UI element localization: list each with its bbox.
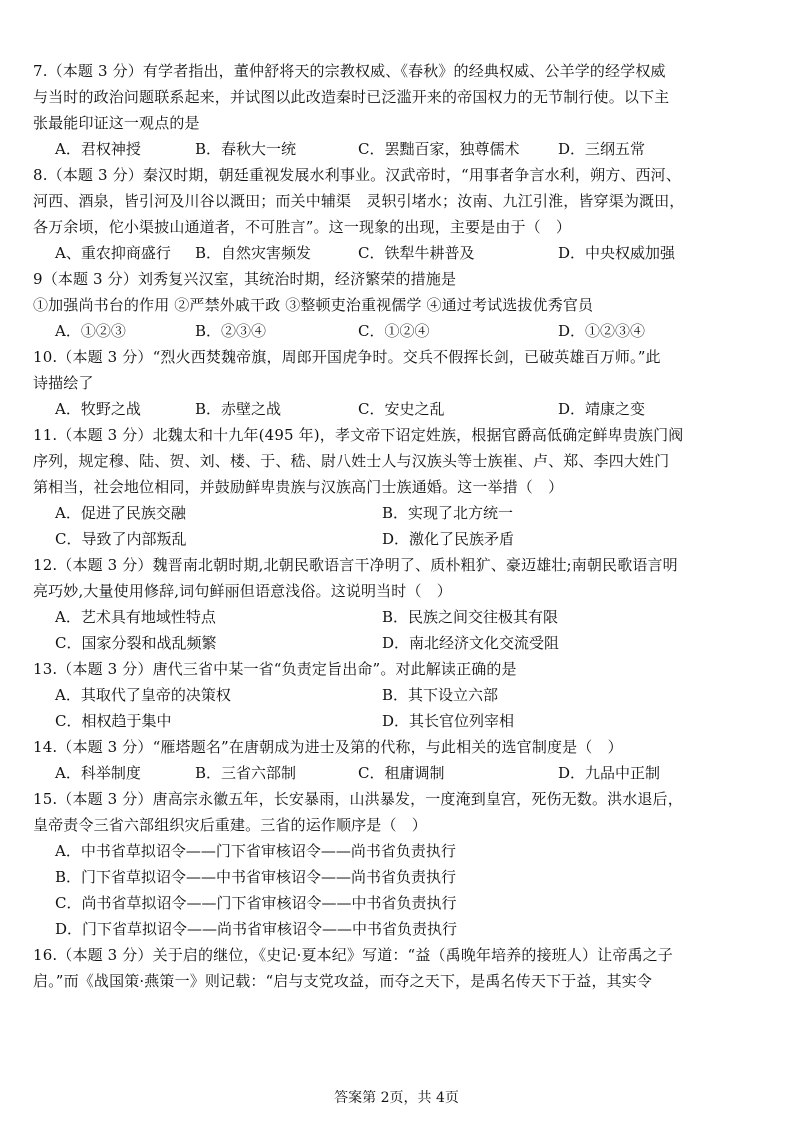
options-row [33,708,763,734]
option-b: B．赤壁之战 [195,400,282,418]
question-text-line: 10.（本题 3 分）“烈火西焚魏帝旗，周郎开国虎争时。交兵不假挥长剑，已破英雄百万师。”此 [33,348,661,366]
option-b: B．其下设立六部 [382,686,499,704]
option-d: D．靖康之变 [558,400,646,418]
option-d: D．其长官位列宰相 [382,712,515,730]
options-row [33,396,763,422]
option-b: B．自然灾害频发 [195,244,312,262]
question-text-line: 张最能印证这一观点的是 [33,114,200,132]
question-text-line: 与当时的政治问题联系起来，并试图以此改造秦时已泛滥开来的帝国权力的无节制行使。以下主 [33,88,670,106]
options-row [33,526,763,552]
option-b: B．实现了北方统一 [382,504,514,522]
question-14 [33,734,763,786]
question-text-line: 15.（本题 3 分）唐高宗永徽五年，长安暴雨，山洪暴发，一度淹到皇宫，死伤无数。洪水退后， [33,790,683,808]
page-footer: 答案第 2页，共 4页 [334,1090,459,1106]
option-a: A．其取代了皇帝的决策权 [55,686,231,704]
question-text-line: 启。”而《战国策·燕策一》则记载：“启与支党攻益，而夺之天下，是禹名传天下于益，其实令 [33,972,653,990]
option-d: D．南北经济文化交流受阻 [382,634,560,652]
option-b: B．门下省草拟诏令——中书省审核诏令——尚书省负责执行 [55,868,457,886]
question-text-line: ①加强尚书台的作用 ②严禁外戚干政 ③整顿吏治重视儒学 ④通过考试选拔优秀官员 [33,296,594,314]
option-c: C．①②④ [358,322,430,340]
option-b: B．②③④ [195,322,267,340]
question-text-line: 序列，规定穆、陆、贺、刘、楼、于、嵇、尉八姓士人与汉族头等士族崔、卢、郑、李四大姓门 [33,452,670,470]
option-a: A．牧野之战 [55,400,141,418]
option-b: B．春秋大一统 [195,140,297,158]
options-row [33,500,763,526]
option-a: A．君权神授 [55,140,141,158]
question-text-line: 9（本题 3 分）刘秀复兴汉室，其统治时期，经济繁荣的措施是 [33,270,457,288]
question-text-line: 8.（本题 3 分）秦汉时期，朝廷重视发展水利事业。汉武帝时，“用事者争言水利，朔方、西河、 [33,166,681,184]
question-7 [33,58,763,162]
option-c: C．铁犁牛耕普及 [358,244,475,262]
option-c: C．租庸调制 [358,764,445,782]
options-row [33,136,763,162]
question-text-line: 16.（本题 3 分）关于启的继位，《史记·夏本纪》写道：“益（禹晚年培养的接班人）让帝禹之子 [33,946,673,964]
question-text-line: 12.（本题 3 分）魏晋南北朝时期,北朝民歌语言干净明了、质朴粗犷、豪迈雄壮;南朝民歌语言明 [33,556,678,574]
question-text-line: 第相当，社会地位相同，并鼓励鲜卑贵族与汉族高门士族通婚。这一举措（ ） [33,478,564,496]
option-c: C．尚书省草拟诏令——门下省审核诏令——中书省负责执行 [55,894,457,912]
question-11 [33,422,763,552]
option-c: C．相权趋于集中 [55,712,172,730]
option-c: C．罢黜百家，独尊儒术 [358,140,520,158]
option-b: B．民族之间交往极其有限 [382,608,559,626]
question-text-line: 13.（本题 3 分）唐代三省中某一省“负责定旨出命”。对此解读正确的是 [33,660,517,678]
question-9 [33,266,763,344]
options-row [33,682,763,708]
options-row [33,240,763,266]
question-list [33,58,763,994]
question-text-line: 皇帝责令三省六部组织灾后重建。三省的运作顺序是（ ） [33,816,427,834]
question-text-line: 亮巧妙,大量使用修辞,词句鲜丽但语意浅俗。这说明当时（ ） [33,582,452,600]
option-a: A．艺术具有地域性特点 [55,608,216,626]
option-a: A．促进了民族交融 [55,504,186,522]
question-15 [33,786,763,942]
option-a: A、重农抑商盛行 [55,244,171,262]
question-8 [33,162,763,266]
option-d: D．激化了民族矛盾 [382,530,515,548]
options-row [33,318,763,344]
question-12 [33,552,763,656]
option-d: D．中央权威加强 [558,244,676,262]
question-16 [33,942,763,994]
question-text-line: 7.（本题 3 分）有学者指出，董仲舒将天的宗教权威、《春秋》的经典权威、公羊学的经学权威 [33,62,666,80]
option-d: D．①②③④ [558,322,646,340]
question-text-line: 诗描绘了 [33,374,94,392]
option-a: A．科举制度 [55,764,141,782]
options-row [33,760,763,786]
option-d: D．三纲五常 [558,140,646,158]
question-text-line: 河西、酒泉，皆引河及川谷以溉田；而关中辅渠 灵轵引堵水；汝南、九江引淮，皆穿渠为溉田， [33,192,685,210]
option-a: A．①②③ [55,322,126,340]
question-13 [33,656,763,734]
question-10 [33,344,763,422]
option-b: B．三省六部制 [195,764,297,782]
question-text-line: 11.（本题 3 分）北魏太和十九年(495 年)，孝文帝下诏定姓族，根据官爵高低确定鲜卑贵族门阀 [33,426,684,444]
question-text-line: 14.（本题 3 分）“雁塔题名”在唐朝成为进士及第的代称，与此相关的选官制度是（ ） [33,738,623,756]
options-row [33,604,763,630]
option-c: C．安史之乱 [358,400,445,418]
options-row [33,630,763,656]
option-d: D．九品中正制 [558,764,661,782]
option-c: C．导致了内部叛乱 [55,530,187,548]
option-d: D．门下省草拟诏令——尚书省审核诏令——中书省负责执行 [55,920,458,938]
option-a: A．中书省草拟诏令——门下省审核诏令——尚书省负责执行 [55,842,456,860]
option-c: C．国家分裂和战乱频繁 [55,634,217,652]
question-text-line: 各万余顷，佗小渠披山通道者，不可胜言”。这一现象的出现，主要是由于（ ） [33,218,572,236]
